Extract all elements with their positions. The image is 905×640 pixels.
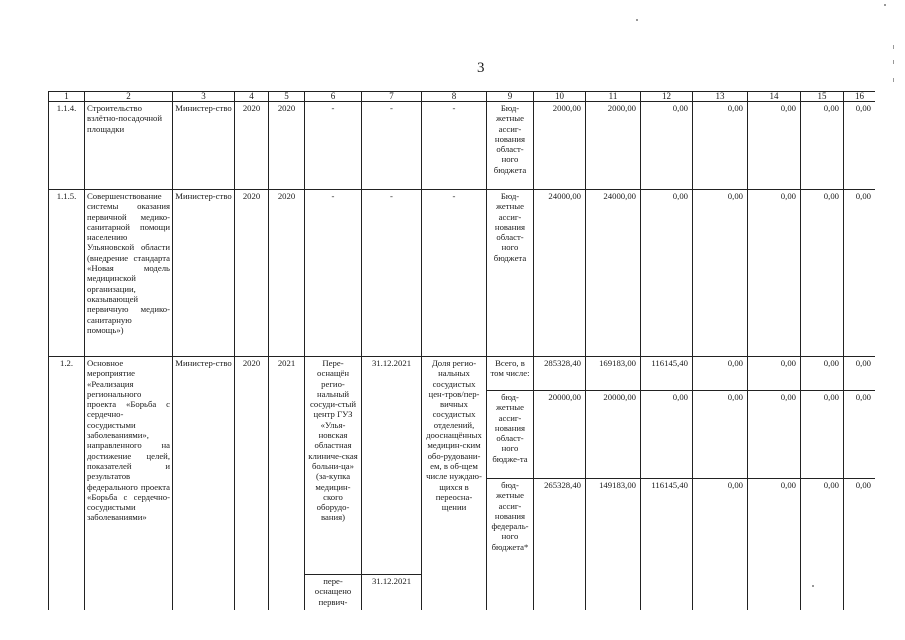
col-header: 15 bbox=[801, 92, 844, 102]
year-end: 2020 bbox=[269, 102, 305, 190]
value-cell: 0,00 bbox=[801, 479, 844, 611]
value-cell: 0,00 bbox=[693, 190, 748, 357]
col-header: 14 bbox=[748, 92, 801, 102]
value-cell: 149183,00 bbox=[586, 479, 641, 611]
funding-source: Бюд-жетные ассиг-нования област-ного бюджета bbox=[487, 102, 534, 190]
executor: Министер-ство bbox=[173, 190, 235, 357]
result-cell: - bbox=[305, 102, 362, 190]
col-header: 12 bbox=[641, 92, 693, 102]
value-cell: 116145,40 bbox=[641, 357, 693, 391]
scan-speck bbox=[893, 45, 894, 49]
value-cell: 116145,40 bbox=[641, 479, 693, 611]
scan-speck bbox=[893, 60, 894, 64]
row-number: 1.1.4. bbox=[49, 102, 85, 190]
col-header: 9 bbox=[487, 92, 534, 102]
table-row bbox=[49, 190, 876, 357]
value-cell: 2000,00 bbox=[534, 102, 586, 190]
col-header: 5 bbox=[269, 92, 305, 102]
date-cell: - bbox=[362, 190, 422, 357]
value-cell: 0,00 bbox=[748, 357, 801, 391]
date-cell: 31.12.2021 bbox=[362, 575, 422, 611]
date-cell: 31.12.2021 bbox=[362, 357, 422, 575]
col-header: 1 bbox=[49, 92, 85, 102]
col-header: 10 bbox=[534, 92, 586, 102]
funding-source: бюд-жетные ассиг-нования федераль-ного бюджета* bbox=[487, 479, 534, 611]
col-header: 6 bbox=[305, 92, 362, 102]
value-cell: 0,00 bbox=[693, 102, 748, 190]
value-cell: 0,00 bbox=[641, 102, 693, 190]
measure-name: Совершенствование системы оказания первичной медико-санитарной помощи населению Ульяновской области (внедрение стандарта «Новая модель медицинской организации, оказывающей первичную медико-санитарную помощь») bbox=[85, 190, 173, 357]
col-header: 3 bbox=[173, 92, 235, 102]
scan-speck bbox=[893, 78, 894, 82]
year-start: 2020 bbox=[235, 357, 269, 611]
executor: Министер-ство bbox=[173, 357, 235, 611]
result-cell: - bbox=[305, 190, 362, 357]
value-cell: 0,00 bbox=[844, 102, 876, 190]
value-cell: 0,00 bbox=[693, 479, 748, 611]
funding-source: Всего, в том числе: bbox=[487, 357, 534, 391]
value-cell: 20000,00 bbox=[586, 391, 641, 479]
column-number-row bbox=[49, 92, 876, 102]
indicator-cell: - bbox=[422, 102, 487, 190]
value-cell: 285328,40 bbox=[534, 357, 586, 391]
value-cell: 0,00 bbox=[693, 391, 748, 479]
col-header: 7 bbox=[362, 92, 422, 102]
year-end: 2021 bbox=[269, 357, 305, 611]
value-cell: 0,00 bbox=[748, 479, 801, 611]
result-cell: Пере-оснащён регио-нальный сосуди-стый центр ГУЗ «Улья-новская областная клиниче-ская больни-ца» (за-купка медицин-ского оборудо-вания) bbox=[305, 357, 362, 575]
col-header: 4 bbox=[235, 92, 269, 102]
col-header: 16 bbox=[844, 92, 876, 102]
year-start: 2020 bbox=[235, 190, 269, 357]
col-header: 11 bbox=[586, 92, 641, 102]
funding-source: Бюд-жетные ассиг-нования област-ного бюджета bbox=[487, 190, 534, 357]
value-cell: 0,00 bbox=[748, 190, 801, 357]
value-cell: 0,00 bbox=[801, 190, 844, 357]
value-cell: 20000,00 bbox=[534, 391, 586, 479]
value-cell: 0,00 bbox=[844, 190, 876, 357]
table-row bbox=[49, 102, 876, 190]
value-cell: 169183,00 bbox=[586, 357, 641, 391]
scan-speck bbox=[884, 4, 886, 6]
indicator-cell: - bbox=[422, 190, 487, 357]
program-table bbox=[48, 91, 875, 610]
result-cell: пере-оснащено первич- bbox=[305, 575, 362, 611]
col-header: 13 bbox=[693, 92, 748, 102]
scan-speck bbox=[812, 585, 814, 587]
page-number: 3 bbox=[477, 60, 485, 76]
value-cell: 0,00 bbox=[801, 357, 844, 391]
date-cell: - bbox=[362, 102, 422, 190]
indicator-cell: Доля регио-нальных сосудистых цен-тров/пер-вичных сосудистых отделений, дооснащённых медицин-ским обо-рудовани-ем, в об-щем числе нуждаю-щихся в переосна-щении bbox=[422, 357, 487, 611]
scan-speck bbox=[636, 19, 638, 21]
value-cell: 0,00 bbox=[844, 391, 876, 479]
executor: Министер-ство bbox=[173, 102, 235, 190]
value-cell: 265328,40 bbox=[534, 479, 586, 611]
value-cell: 0,00 bbox=[693, 357, 748, 391]
value-cell: 24000,00 bbox=[586, 190, 641, 357]
program-table-wrapper bbox=[48, 91, 875, 610]
value-cell: 0,00 bbox=[748, 391, 801, 479]
funding-source: бюд-жетные ассиг-нования област-ного бюдже-та bbox=[487, 391, 534, 479]
value-cell: 0,00 bbox=[641, 391, 693, 479]
year-end: 2020 bbox=[269, 190, 305, 357]
table-row bbox=[49, 357, 876, 391]
value-cell: 0,00 bbox=[641, 190, 693, 357]
year-start: 2020 bbox=[235, 102, 269, 190]
col-header: 2 bbox=[85, 92, 173, 102]
value-cell: 0,00 bbox=[801, 391, 844, 479]
value-cell: 0,00 bbox=[844, 357, 876, 391]
measure-name: Строительство взлётно-посадочной площадки bbox=[85, 102, 173, 190]
value-cell: 0,00 bbox=[801, 102, 844, 190]
measure-name: Основное мероприятие «Реализация регионального проекта «Борьба с сердечно-сосудистыми заболеваниями», направленного на достижение целей, показателей и результатов федерального проекта «Борьба с сердечно-сосудистыми заболеваниями» bbox=[85, 357, 173, 611]
value-cell: 0,00 bbox=[748, 102, 801, 190]
value-cell: 24000,00 bbox=[534, 190, 586, 357]
col-header: 8 bbox=[422, 92, 487, 102]
row-number: 1.2. bbox=[49, 357, 85, 611]
value-cell: 0,00 bbox=[844, 479, 876, 611]
row-number: 1.1.5. bbox=[49, 190, 85, 357]
value-cell: 2000,00 bbox=[586, 102, 641, 190]
